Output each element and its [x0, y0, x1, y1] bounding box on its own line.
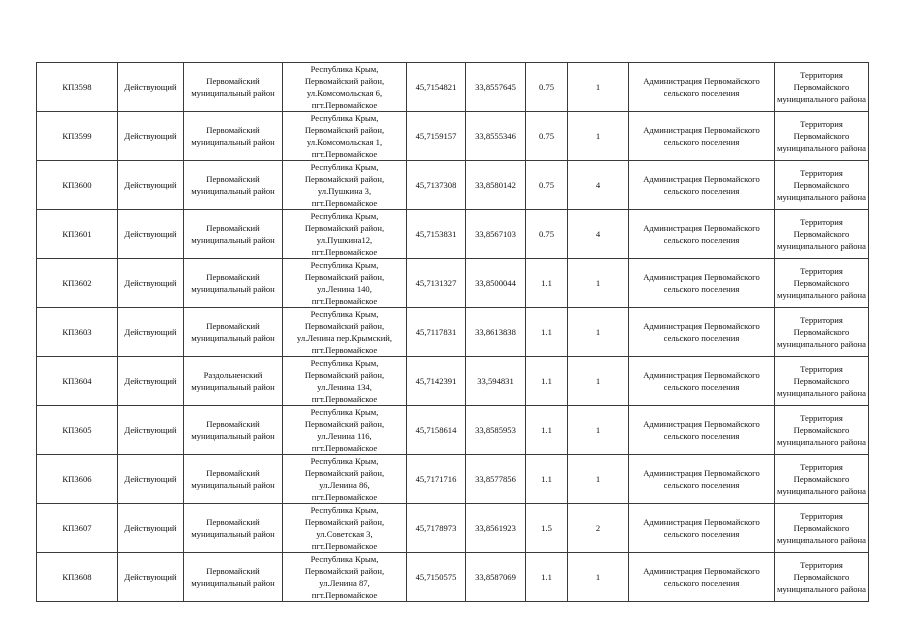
cell-area: 0.75	[526, 63, 568, 112]
cell-longitude: 33,8500044	[466, 259, 526, 308]
cell-address	[283, 112, 407, 161]
cell-territory: Территория Первомайского муниципального района	[775, 112, 869, 161]
cell-count: 2	[568, 504, 629, 553]
address-line: пгт.Первомайское	[311, 345, 378, 355]
address-line: Первомайский район,	[304, 419, 385, 429]
cell-area: 1.1	[526, 406, 568, 455]
address-line: Республика Крым,	[310, 260, 379, 270]
registry-table	[36, 62, 869, 602]
cell-status: Действующий	[118, 210, 184, 259]
cell-id: КП3606	[37, 455, 118, 504]
cell-longitude: 33,8561923	[466, 504, 526, 553]
cell-latitude: 45,7159157	[407, 112, 466, 161]
address-line: ул.Ленина 140,	[317, 284, 372, 294]
cell-id: КП3607	[37, 504, 118, 553]
cell-longitude: 33,8580142	[466, 161, 526, 210]
address-line: Республика Крым,	[310, 554, 379, 564]
cell-district: Первомайский муниципальный район	[184, 63, 283, 112]
cell-count: 1	[568, 357, 629, 406]
address-line: Республика Крым,	[310, 309, 379, 319]
cell-id: КП3598	[37, 63, 118, 112]
cell-status: Действующий	[118, 161, 184, 210]
cell-id: КП3602	[37, 259, 118, 308]
cell-status: Действующий	[118, 455, 184, 504]
cell-status: Действующий	[118, 357, 184, 406]
table-row	[37, 112, 869, 161]
cell-latitude: 45,7154821	[407, 63, 466, 112]
cell-district: Раздольненский муниципальный район	[184, 357, 283, 406]
address-line: ул.Ленина 87,	[319, 578, 370, 588]
cell-longitude: 33,8555346	[466, 112, 526, 161]
cell-latitude: 45,7171716	[407, 455, 466, 504]
address-line: пгт.Первомайское	[311, 296, 378, 306]
table-body	[37, 63, 869, 602]
address-line: Первомайский район,	[304, 174, 385, 184]
table-row	[37, 210, 869, 259]
address-line: Первомайский район,	[304, 76, 385, 86]
address-line: пгт.Первомайское	[311, 492, 378, 502]
address-line: Республика Крым,	[310, 162, 379, 172]
cell-district: Первомайский муниципальный район	[184, 406, 283, 455]
cell-area: 1.1	[526, 259, 568, 308]
address-line: ул.Ленина пер.Крымский,	[296, 333, 393, 343]
cell-longitude: 33,8613838	[466, 308, 526, 357]
cell-latitude: 45,7142391	[407, 357, 466, 406]
cell-area: 1.1	[526, 455, 568, 504]
table-row	[37, 553, 869, 602]
cell-status: Действующий	[118, 259, 184, 308]
address-line: пгт.Первомайское	[311, 100, 378, 110]
cell-id: КП3600	[37, 161, 118, 210]
address-line: ул.Комсомольская 6,	[306, 88, 383, 98]
cell-address	[283, 553, 407, 602]
cell-territory: Территория Первомайского муниципального района	[775, 504, 869, 553]
cell-count: 1	[568, 112, 629, 161]
cell-id: КП3605	[37, 406, 118, 455]
cell-status: Действующий	[118, 63, 184, 112]
cell-address	[283, 308, 407, 357]
cell-count: 1	[568, 553, 629, 602]
cell-owner: Администрация Первомайского сельского поселения	[629, 210, 775, 259]
cell-id: КП3608	[37, 553, 118, 602]
cell-count: 1	[568, 63, 629, 112]
table-row	[37, 308, 869, 357]
cell-area: 0.75	[526, 161, 568, 210]
cell-latitude: 45,7150575	[407, 553, 466, 602]
table-row	[37, 406, 869, 455]
cell-owner: Администрация Первомайского сельского поселения	[629, 406, 775, 455]
cell-territory: Территория Первомайского муниципального района	[775, 357, 869, 406]
cell-longitude: 33,8557645	[466, 63, 526, 112]
cell-district: Первомайский муниципальный район	[184, 259, 283, 308]
cell-area: 1.1	[526, 308, 568, 357]
cell-id: КП3599	[37, 112, 118, 161]
cell-latitude: 45,7158614	[407, 406, 466, 455]
cell-area: 1.1	[526, 553, 568, 602]
cell-district: Первомайский муниципальный район	[184, 112, 283, 161]
cell-owner: Администрация Первомайского сельского поселения	[629, 553, 775, 602]
address-line: Первомайский район,	[304, 566, 385, 576]
cell-address	[283, 455, 407, 504]
cell-owner: Администрация Первомайского сельского поселения	[629, 259, 775, 308]
address-line: ул.Советская 3,	[316, 529, 373, 539]
cell-owner: Администрация Первомайского сельского поселения	[629, 455, 775, 504]
cell-address	[283, 63, 407, 112]
address-line: ул.Ленина 134,	[317, 382, 372, 392]
address-line: Первомайский район,	[304, 517, 385, 527]
address-line: Первомайский район,	[304, 223, 385, 233]
cell-owner: Администрация Первомайского сельского поселения	[629, 308, 775, 357]
address-line: пгт.Первомайское	[311, 541, 378, 551]
cell-status: Действующий	[118, 504, 184, 553]
cell-area: 1.1	[526, 357, 568, 406]
cell-id: КП3601	[37, 210, 118, 259]
cell-territory: Территория Первомайского муниципального района	[775, 63, 869, 112]
address-line: Республика Крым,	[310, 113, 379, 123]
cell-address	[283, 406, 407, 455]
address-line: Республика Крым,	[310, 358, 379, 368]
address-line: Первомайский район,	[304, 370, 385, 380]
table-row	[37, 504, 869, 553]
address-line: пгт.Первомайское	[311, 590, 378, 600]
table-row	[37, 63, 869, 112]
address-line: Первомайский район,	[304, 272, 385, 282]
address-line: ул.Комсомольская 1,	[306, 137, 383, 147]
address-line: ул.Пушкина 3,	[317, 186, 372, 196]
address-line: Республика Крым,	[310, 456, 379, 466]
cell-id: КП3603	[37, 308, 118, 357]
cell-longitude: 33,594831	[466, 357, 526, 406]
cell-address	[283, 161, 407, 210]
cell-status: Действующий	[118, 112, 184, 161]
cell-district: Первомайский муниципальный район	[184, 553, 283, 602]
cell-territory: Территория Первомайского муниципального района	[775, 161, 869, 210]
cell-longitude: 33,8587069	[466, 553, 526, 602]
address-line: Первомайский район,	[304, 125, 385, 135]
cell-latitude: 45,7137308	[407, 161, 466, 210]
cell-territory: Территория Первомайского муниципального района	[775, 455, 869, 504]
address-line: Республика Крым,	[310, 505, 379, 515]
cell-status: Действующий	[118, 406, 184, 455]
cell-district: Первомайский муниципальный район	[184, 455, 283, 504]
cell-latitude: 45,7153831	[407, 210, 466, 259]
cell-count: 1	[568, 259, 629, 308]
address-line: пгт.Первомайское	[311, 149, 378, 159]
cell-count: 1	[568, 406, 629, 455]
cell-owner: Администрация Первомайского сельского поселения	[629, 112, 775, 161]
cell-count: 4	[568, 210, 629, 259]
cell-territory: Территория Первомайского муниципального района	[775, 259, 869, 308]
cell-status: Действующий	[118, 553, 184, 602]
cell-longitude: 33,8585953	[466, 406, 526, 455]
cell-address	[283, 504, 407, 553]
cell-territory: Территория Первомайского муниципального района	[775, 553, 869, 602]
cell-longitude: 33,8567103	[466, 210, 526, 259]
address-line: пгт.Первомайское	[311, 198, 378, 208]
cell-address	[283, 357, 407, 406]
address-line: пгт.Первомайское	[311, 443, 378, 453]
table-row	[37, 161, 869, 210]
cell-count: 4	[568, 161, 629, 210]
cell-owner: Администрация Первомайского сельского поселения	[629, 63, 775, 112]
cell-district: Первомайский муниципальный район	[184, 308, 283, 357]
cell-latitude: 45,7131327	[407, 259, 466, 308]
cell-district: Первомайский муниципальный район	[184, 210, 283, 259]
address-line: Республика Крым,	[310, 211, 379, 221]
address-line: пгт.Первомайское	[311, 247, 378, 257]
cell-territory: Территория Первомайского муниципального района	[775, 210, 869, 259]
cell-owner: Администрация Первомайского сельского поселения	[629, 504, 775, 553]
cell-status: Действующий	[118, 308, 184, 357]
address-line: Первомайский район,	[304, 468, 385, 478]
address-line: Республика Крым,	[310, 407, 379, 417]
table-row	[37, 259, 869, 308]
cell-id: КП3604	[37, 357, 118, 406]
cell-longitude: 33,8577856	[466, 455, 526, 504]
cell-area: 1.5	[526, 504, 568, 553]
cell-area: 0.75	[526, 210, 568, 259]
cell-area: 0.75	[526, 112, 568, 161]
cell-count: 1	[568, 455, 629, 504]
address-line: Республика Крым,	[310, 64, 379, 74]
cell-owner: Администрация Первомайского сельского поселения	[629, 357, 775, 406]
cell-district: Первомайский муниципальный район	[184, 504, 283, 553]
cell-owner: Администрация Первомайского сельского поселения	[629, 161, 775, 210]
cell-latitude: 45,7178973	[407, 504, 466, 553]
cell-district: Первомайский муниципальный район	[184, 161, 283, 210]
table-row	[37, 455, 869, 504]
address-line: ул.Ленина 86,	[319, 480, 370, 490]
cell-address	[283, 210, 407, 259]
address-line: Первомайский район,	[304, 321, 385, 331]
address-line: ул.Пушкина12,	[316, 235, 373, 245]
cell-latitude: 45,7117831	[407, 308, 466, 357]
cell-count: 1	[568, 308, 629, 357]
address-line: ул.Ленина 116,	[317, 431, 372, 441]
cell-territory: Территория Первомайского муниципального района	[775, 406, 869, 455]
address-line: пгт.Первомайское	[311, 394, 378, 404]
table-row	[37, 357, 869, 406]
cell-territory: Территория Первомайского муниципального района	[775, 308, 869, 357]
cell-address	[283, 259, 407, 308]
